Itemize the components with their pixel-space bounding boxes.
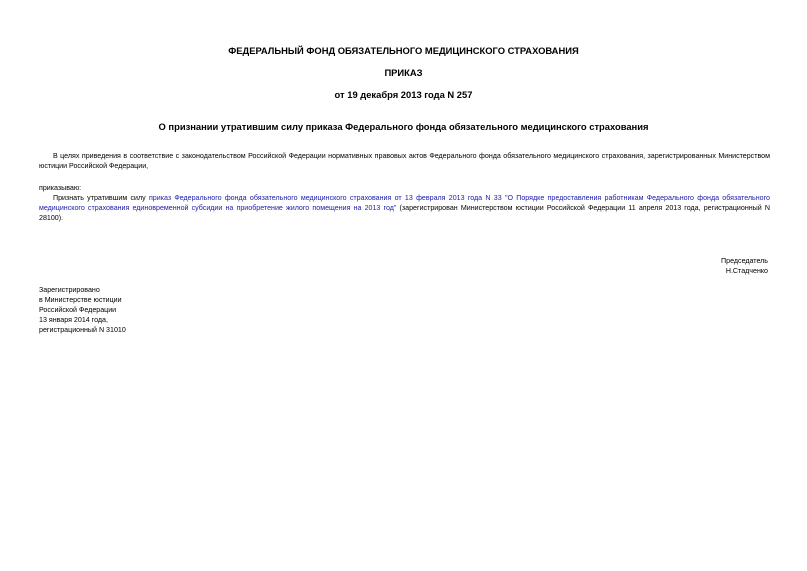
- document-date-number: от 19 декабря 2013 года N 257: [334, 89, 473, 100]
- registration-block: [39, 285, 126, 335]
- registration-line: в Министерстве юстиции: [39, 296, 122, 304]
- repealed-order-link[interactable]: приказ Федерального фонда обязательного медицинского страхования от 13 февраля 2013 года N 33 "О Порядке предоставления работникам Федерального фонда обязательного медицинского страхования единовременной субсидии на приобретение жилого помещения на 2013 год": [39, 194, 770, 212]
- signer-name: Н.Стадченко: [725, 267, 768, 275]
- document-title: О признании утратившим силу приказа Федерального фонда обязательного медицинского страхования: [158, 121, 649, 132]
- registration-line: Российской Федерации: [39, 306, 117, 314]
- signer-position: Председатель: [721, 257, 768, 265]
- order-word: приказываю:: [39, 184, 82, 192]
- signature-block: [721, 256, 768, 276]
- registration-date: 13 января 2014 года,: [39, 316, 108, 324]
- organization-name: ФЕДЕРАЛЬНЫЙ ФОНД ОБЯЗАТЕЛЬНОГО МЕДИЦИНСКОГО СТРАХОВАНИЯ: [228, 45, 579, 56]
- preamble-paragraph: В целях приведения в соответствие с законодательством Российской Федерации нормативных правовых актов Федерального фонда обязательного медицинского страхования, зарегистрированных Министерством юстиции Российской Федерации,: [39, 152, 770, 170]
- clause-paragraph: [39, 193, 770, 223]
- document-type: ПРИКАЗ: [384, 67, 423, 78]
- clause-prefix: Признать утратившим силу: [53, 194, 149, 202]
- clause-suffix: (зарегистрирован Министерством юстиции Российской Федерации 11 апреля 2013 года, регистрационный N 28100).: [39, 204, 770, 222]
- registration-line: Зарегистрировано: [39, 286, 100, 294]
- registration-number: регистрационный N 31010: [39, 326, 126, 334]
